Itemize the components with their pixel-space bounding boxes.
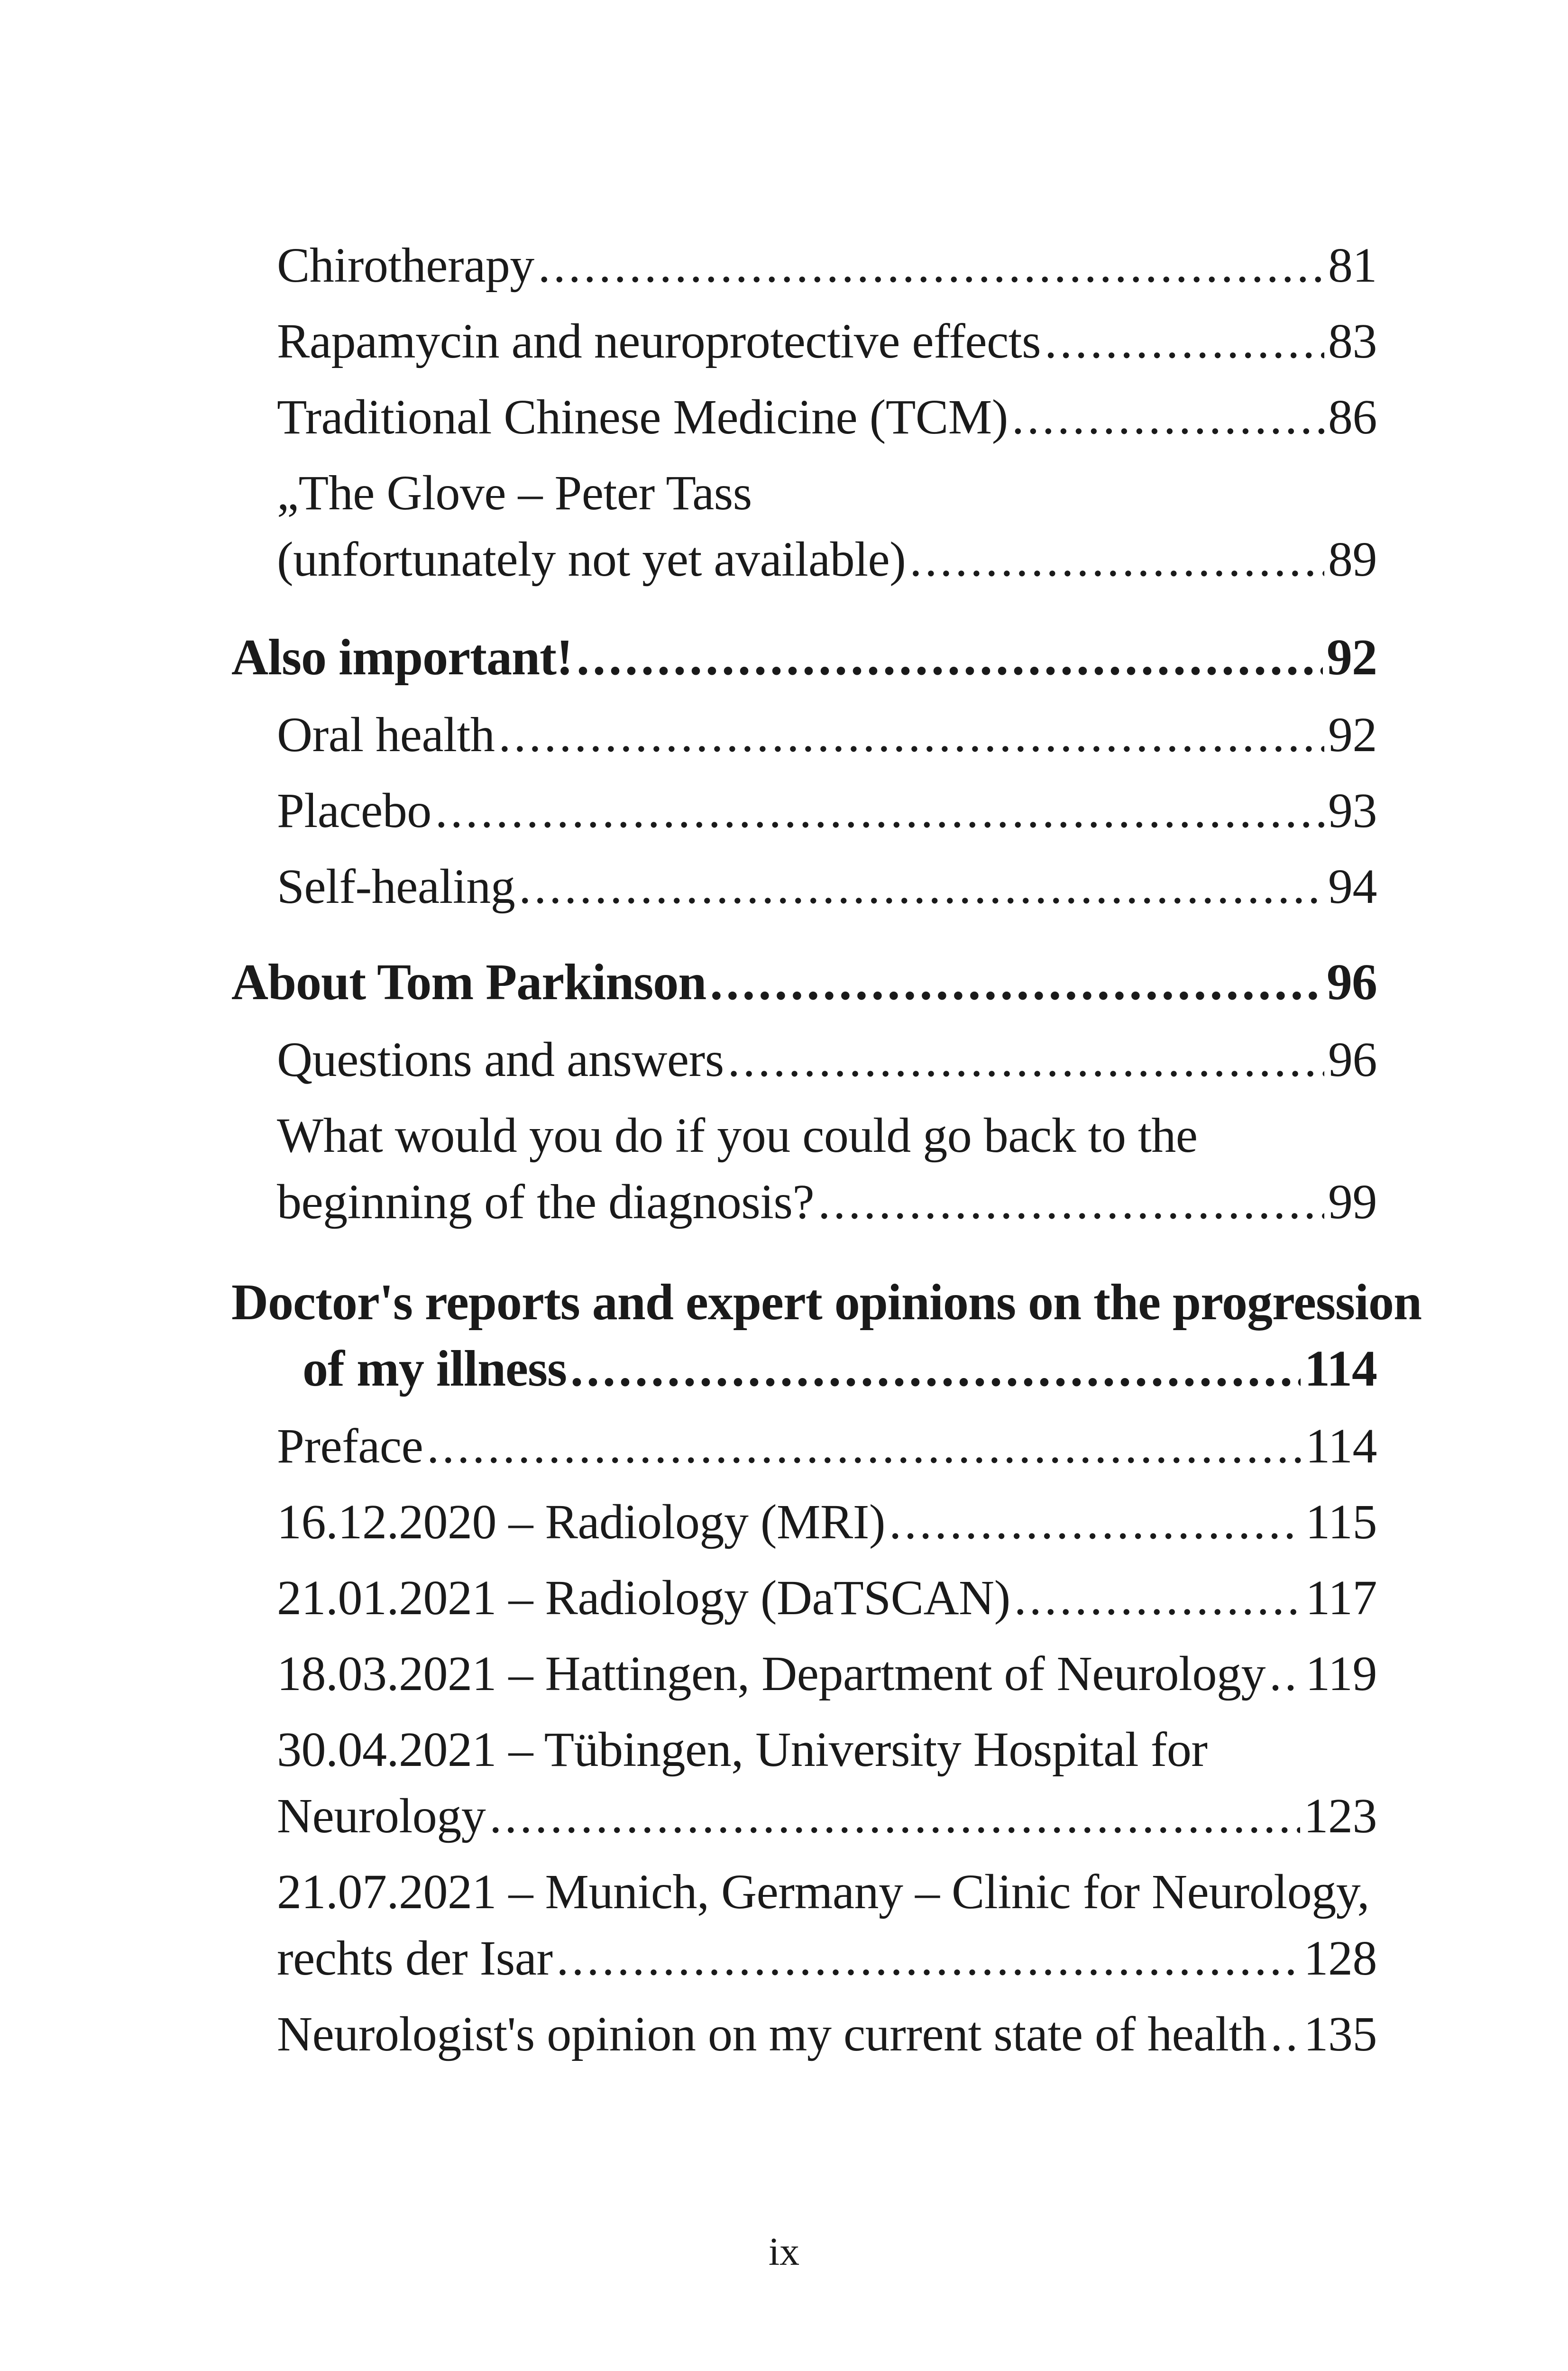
toc-chapter-doctors-reports-line1[interactable]: Doctor's reports and expert opinions on the progression: [231, 1274, 1422, 1331]
toc-entry-title: beginning of the diagnosis?: [277, 1175, 815, 1229]
toc-chapter-title: About Tom Parkinson: [231, 954, 706, 1011]
dot-leader: [435, 782, 1324, 839]
toc-entry-hattingen[interactable]: [277, 1645, 1377, 1702]
toc-entry-preface[interactable]: [277, 1418, 1377, 1474]
dot-leader: [427, 1418, 1302, 1474]
toc-entry-title: Neurologist's opinion on my current state of health: [277, 2007, 1267, 2061]
dot-leader: [489, 1788, 1300, 1844]
toc-entry-title: 18.03.2021 – Hattingen, Department of Neurology: [277, 1646, 1265, 1701]
toc-entry-title: Neurology: [277, 1789, 486, 1843]
toc-entry-go-back[interactable]: [277, 1174, 1377, 1230]
toc-entry-oral-health[interactable]: [277, 707, 1377, 763]
dot-leader: [1014, 1570, 1302, 1626]
page-number: ix: [768, 2230, 800, 2274]
toc-chapter-page: 96: [1327, 954, 1377, 1011]
dot-leader: [538, 237, 1324, 294]
toc-entry-glove[interactable]: [277, 531, 1377, 588]
toc-entry-placebo[interactable]: [277, 782, 1377, 839]
toc-entry-radiology-mri[interactable]: [277, 1494, 1377, 1550]
toc-entry-title: Rapamycin and neuroprotective effects: [277, 314, 1041, 368]
toc-entry-title: 21.01.2021 – Radiology (DaTSCAN): [277, 1571, 1010, 1625]
dot-leader: [577, 628, 1323, 687]
dot-leader: [1270, 2006, 1300, 2062]
dot-leader: [570, 1340, 1301, 1398]
toc-entry-radiology-datscan[interactable]: [277, 1570, 1377, 1626]
dot-leader: [728, 1031, 1324, 1088]
toc-entry-tcm[interactable]: [277, 389, 1377, 445]
toc-chapter-title: of my illness: [303, 1341, 567, 1397]
dot-leader: [889, 1494, 1302, 1550]
toc-entry-page: 81: [1328, 238, 1377, 293]
toc-entry-page: 117: [1305, 1571, 1377, 1625]
toc-entry-title: Self-healing: [277, 859, 515, 914]
dot-leader: [909, 531, 1324, 588]
toc-entry-questions[interactable]: [277, 1031, 1377, 1088]
toc-entry-munich[interactable]: [277, 1930, 1377, 1986]
toc-entry-title: rechts der Isar: [277, 1931, 553, 1985]
toc-entry-munich-line1[interactable]: 21.07.2021 – Munich, Germany – Clinic for Neurology,: [277, 1865, 1369, 1919]
toc-chapter-page: 92: [1327, 629, 1377, 686]
toc-entry-title: Preface: [277, 1419, 423, 1473]
toc-entry-rapamycin[interactable]: [277, 313, 1377, 369]
toc-entry-title: Placebo: [277, 783, 431, 838]
toc-entry-page: 93: [1328, 783, 1377, 838]
dot-leader: [1269, 1645, 1302, 1702]
toc-entry-page: 96: [1328, 1032, 1377, 1087]
toc-chapter-title: Also important!: [231, 629, 573, 686]
toc-chapter-about-tom[interactable]: [231, 953, 1377, 1012]
toc-entry-page: 119: [1305, 1646, 1377, 1701]
toc-entry-tuebingen[interactable]: [277, 1788, 1377, 1844]
toc-entry-page: 86: [1328, 390, 1377, 444]
toc-entry-page: 135: [1303, 2007, 1377, 2061]
toc-entry-page: 114: [1305, 1419, 1377, 1473]
toc-entry-page: 115: [1305, 1495, 1377, 1549]
toc-entry-title: Traditional Chinese Medicine (TCM): [277, 390, 1008, 444]
toc-entry-title: (unfortunately not yet available): [277, 532, 906, 587]
toc-entry-page: 123: [1303, 1789, 1377, 1843]
toc-entry-go-back-line1[interactable]: What would you do if you could go back to the: [277, 1108, 1198, 1163]
toc-entry-page: 99: [1328, 1175, 1377, 1229]
toc-entry-chirotherapy[interactable]: [277, 237, 1377, 294]
dot-leader: [1012, 389, 1324, 445]
toc-entry-glove-line1[interactable]: „The Glove – Peter Tass: [277, 466, 752, 520]
dot-leader: [498, 707, 1324, 763]
toc-entry-title: Oral health: [277, 708, 495, 762]
toc-entry-page: 92: [1328, 708, 1377, 762]
toc-entry-title: 16.12.2020 – Radiology (MRI): [277, 1495, 886, 1549]
dot-leader: [1045, 313, 1324, 369]
dot-leader: [818, 1174, 1324, 1230]
dot-leader: [557, 1930, 1300, 1986]
dot-leader: [519, 858, 1324, 915]
toc-entry-self-healing[interactable]: [277, 858, 1377, 915]
toc-chapter-doctors-reports[interactable]: [303, 1340, 1377, 1398]
toc-entry-title: Questions and answers: [277, 1032, 724, 1087]
toc-entry-tuebingen-line1[interactable]: 30.04.2021 – Tübingen, University Hospital for: [277, 1722, 1208, 1777]
dot-leader: [710, 953, 1323, 1012]
toc-entry-page: 83: [1328, 314, 1377, 368]
toc-entry-neurologist-opinion[interactable]: [277, 2006, 1377, 2062]
toc-chapter-also-important[interactable]: [231, 628, 1377, 687]
toc-entry-page: 94: [1328, 859, 1377, 914]
toc-entry-page: 89: [1328, 532, 1377, 587]
toc-chapter-page: 114: [1304, 1341, 1377, 1397]
toc-entry-page: 128: [1303, 1931, 1377, 1985]
toc-entry-title: Chirotherapy: [277, 238, 534, 293]
